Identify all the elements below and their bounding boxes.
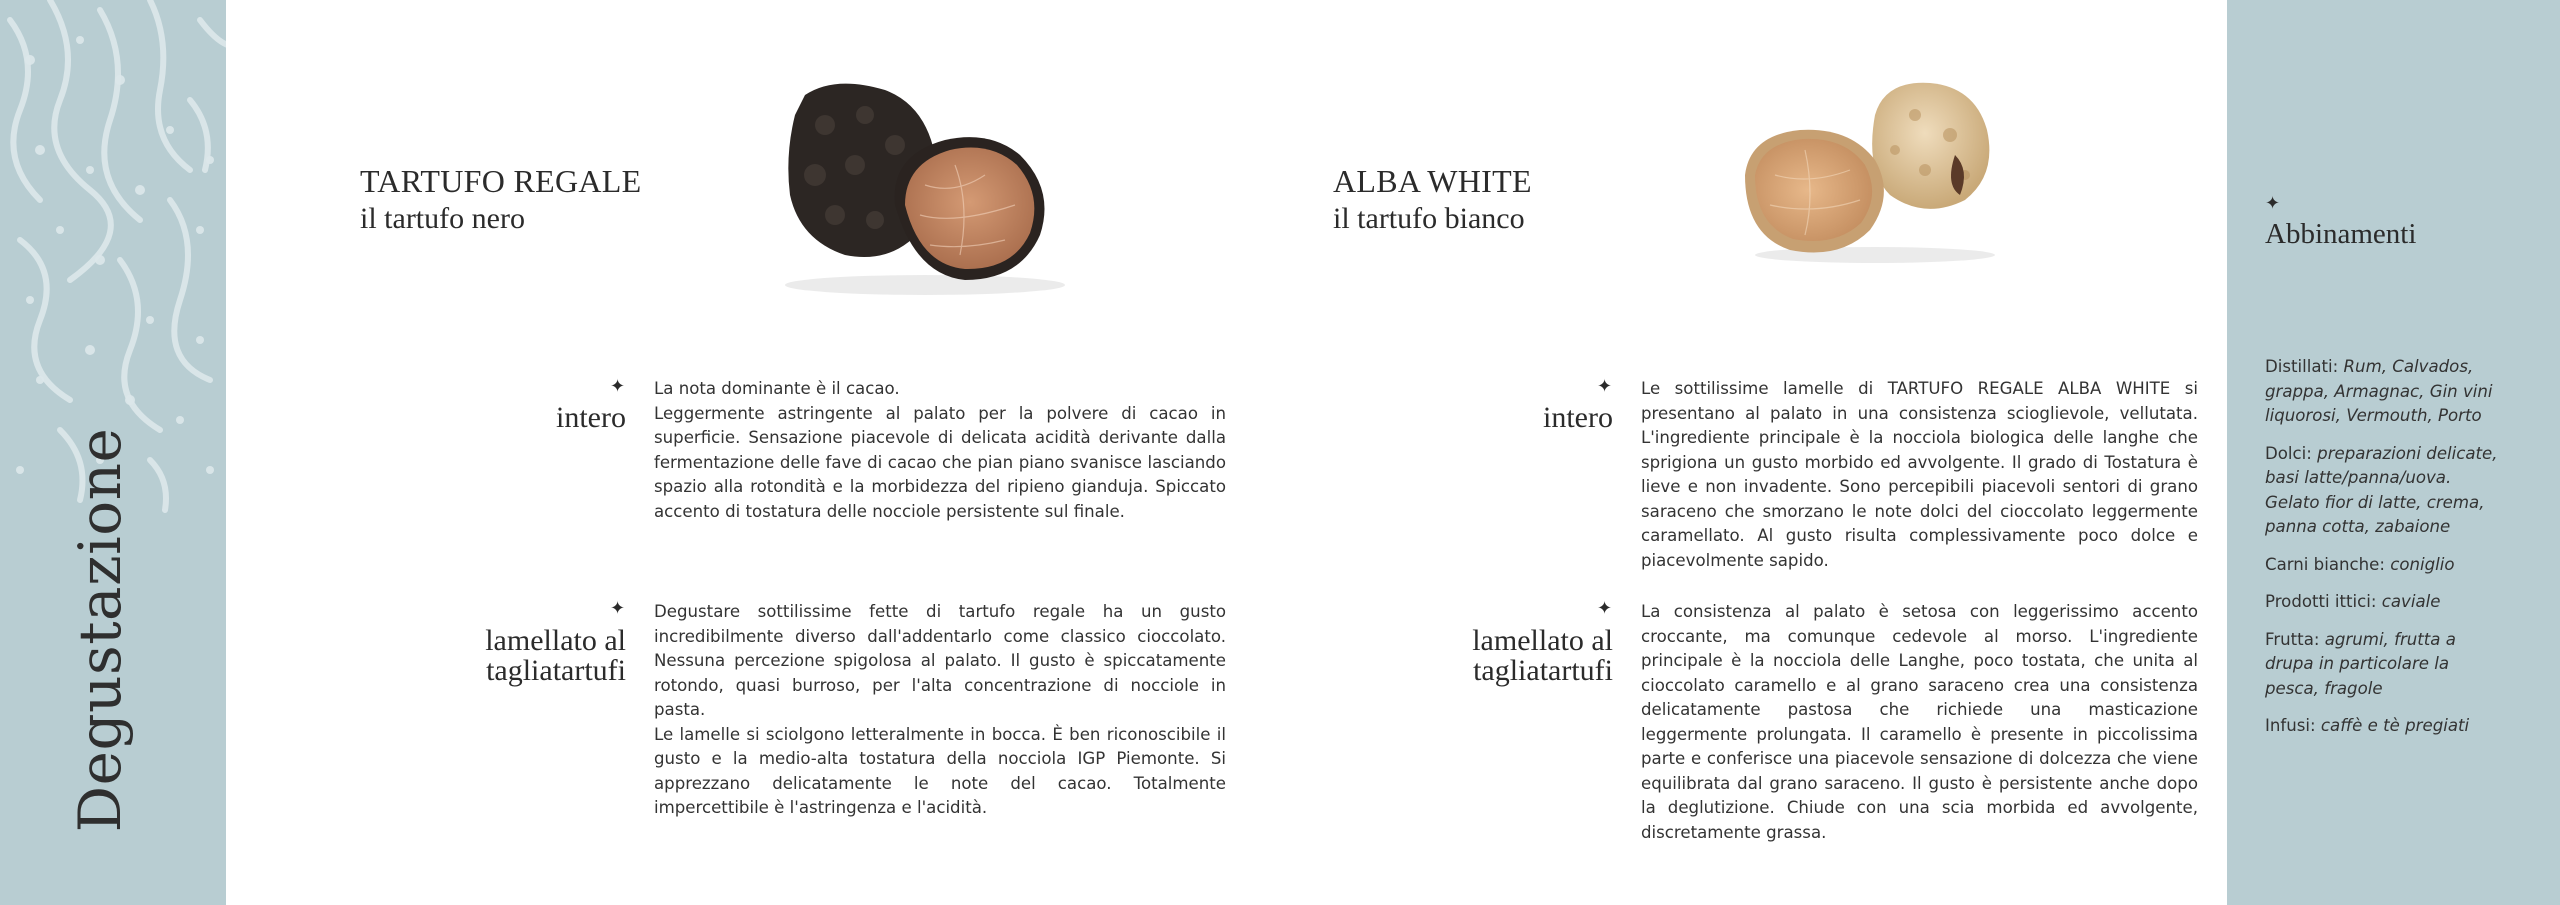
left-sidebar-band (0, 0, 226, 905)
product-subtitle: il tartufo nero (360, 202, 525, 235)
pairing-item (2265, 553, 2500, 578)
pairing-item (2265, 355, 2500, 429)
label-line: lamellato al (485, 624, 626, 657)
label-line: tagliatartufi (486, 654, 626, 687)
description-lamellato-white (1641, 600, 2198, 845)
pairing-value: caffè e tè pregiati (2320, 716, 2470, 735)
pairing-label: Carni bianche: (2265, 554, 2385, 574)
section-title-vertical: Degustazione (66, 427, 134, 833)
description-intero-black (654, 377, 1226, 524)
pairing-value: coniglio (2390, 554, 2455, 574)
product-title-black (360, 162, 641, 238)
product-name: TARTUFO REGALE (360, 163, 642, 199)
star-icon: ✦ (610, 376, 626, 397)
pairing-item (2265, 628, 2500, 702)
star-icon: ✦ (1597, 598, 1613, 619)
paragraph: Le sottilissime lamelle di TARTUFO REGALE ALBA WHITE si presentano al palato in una consistenza scioglievole, vellutata. L'ingrediente principale è la nocciola biologica delle langhe che sprigiona un gusto morbido ed avvolgente. Il grado di Tostatura è lieve e non invadente. Sono percepibili piacevoli sentori di grano saraceno che smorzano le note dolci del cioccolato leggermente caramellato. Al gusto risulta complessivamente poco dolce e piacevolmente sapido. (1641, 379, 2198, 570)
star-icon: ✦ (610, 598, 626, 619)
white-truffle-image (1725, 75, 2025, 265)
pairing-label: Dolci: (2265, 443, 2312, 463)
pairings-title: Abbinamenti (2265, 218, 2417, 250)
section-label-intero-white: intero (1543, 401, 1613, 434)
description-lamellato-black (654, 600, 1226, 821)
pairing-label: Distillati: (2265, 357, 2339, 376)
product-name: ALBA WHITE (1333, 163, 1532, 199)
pairing-value: agrumi, frutta a drupa in particolare la pesca, fragole (2265, 629, 2456, 698)
star-icon: ✦ (2265, 193, 2281, 214)
label-line: lamellato al (1472, 624, 1613, 657)
section-label-lamellato-black (400, 626, 626, 686)
pairing-value: preparazioni delicate, basi latte/panna/uova. Gelato fior di latte, crema, panna cotta, zabaione (2265, 443, 2498, 536)
star-icon: ✦ (1597, 376, 1613, 397)
product-title-white (1333, 162, 1532, 238)
paragraph: La nota dominante è il cacao. (654, 379, 900, 398)
black-truffle-image (755, 75, 1085, 295)
pairing-value: caviale (2381, 592, 2441, 611)
paragraph: La consistenza al palato è setosa con leggerissimo accento croccante, ma comunque cedevole al morso. L'ingrediente principale è la nocciola delle Langhe, poco tostata, che unita al cioccolato caramello e al grano saraceno crea una consistenza delicatamente pastosa che richiede una masticazione leggermente prolungata. Il caramello è presente in piccolissima parte e conferisce una piacevole sensazione di dolcezza che viene equilibrata dal grano saraceno. Il gusto è persistente anche dopo la deglutizione. Chiude con una scia morbida ed avvolgente, discretamente grassa. (1641, 602, 2198, 842)
label-line: tagliatartufi (1473, 654, 1613, 687)
pairings-list (2265, 355, 2500, 752)
pairing-label: Infusi: (2265, 716, 2316, 735)
pairing-label: Prodotti ittici: (2265, 592, 2377, 611)
pairing-value: Rum, Calvados, grappa, Armagnac, Gin vini liquorosi, Vermouth, Porto (2265, 357, 2493, 425)
pairing-label: Frutta: (2265, 629, 2320, 649)
paragraph: Le lamelle si sciolgono letteralmente in bocca. È ben riconoscibile il gusto e la medio-alta tostatura della nocciola IGP Piemonte. Si apprezzano delicatamente le note del cacao. Totalmente impercettibile è l'astringenza e l'acidità. (654, 724, 1226, 817)
pairing-item (2265, 590, 2500, 615)
section-label-lamellato-white (1380, 626, 1613, 686)
pairing-item (2265, 442, 2500, 540)
product-subtitle: il tartufo bianco (1333, 202, 1525, 235)
description-intero-white (1641, 377, 2198, 573)
section-label-intero-black: intero (556, 401, 626, 434)
paragraph: Leggermente astringente al palato per la polvere di cacao in superficie. Sensazione piacevole di delicata acidità derivante dalla fermentazione delle fave di cacao che pian piano svanisce lasciando spazio alla rotondità e la morbidezza del ripieno gianduja. Spiccato accento di tostatura delle nocciole persistente sul finale. (654, 403, 1226, 521)
paragraph: Degustare sottilissime fette di tartufo regale ha un gusto incredibilmente diverso dall'addentarlo come classico cioccolato. Nessuna percezione spigolosa al palato. Il gusto è spiccatamente rotondo, quasi burroso, per l'alta concentrazione di nocciole in pasta. (654, 602, 1226, 719)
pairing-item (2265, 714, 2500, 739)
